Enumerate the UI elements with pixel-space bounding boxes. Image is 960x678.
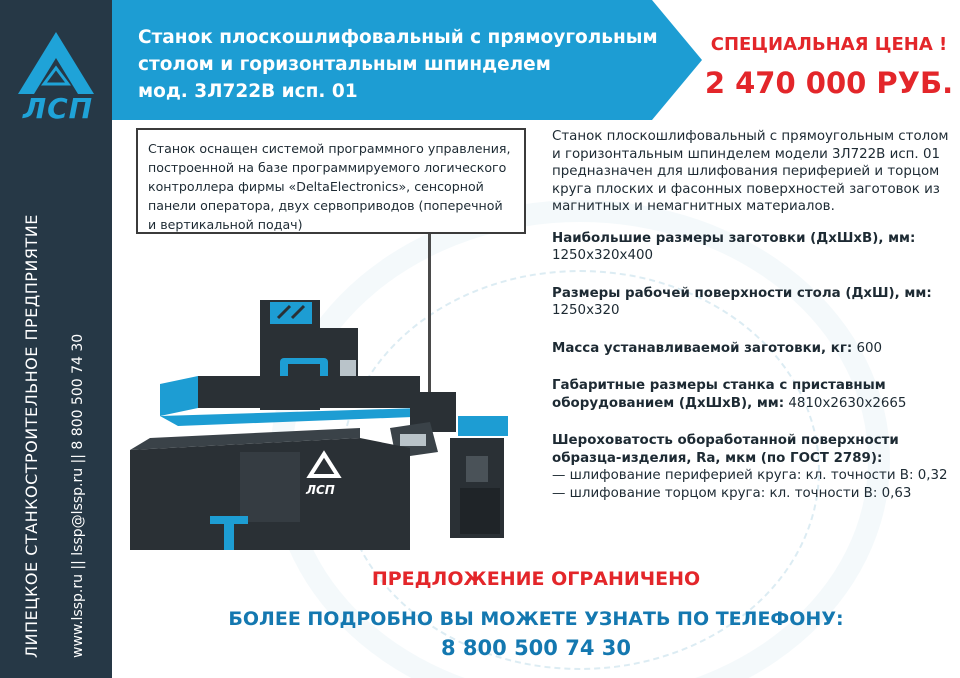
spec-label: Габаритные размеры станка с приставным оборудованием (ДхШхВ), мм: — [552, 378, 886, 411]
spec-workpiece-size — [552, 230, 952, 265]
title-line-3: мод. 3Л722В исп. 01 — [138, 81, 358, 102]
limited-offer: ПРЕДЛОЖЕНИЕ ОГРАНИЧЕНО — [371, 568, 701, 590]
spec-workpiece-mass — [552, 340, 952, 358]
spec-label: Размеры рабочей поверхности стола (ДхШ), мм: — [552, 285, 932, 301]
title-line-1: Станок плоскошлифовальный с прямоугольным — [138, 27, 658, 48]
spec-label: Масса устанавливаемой заготовки, кг: — [552, 340, 853, 356]
sidebar — [0, 0, 112, 678]
description-intro: Станок плоскошлифовальный с прямоугольным столом и горизонтальным шпинделем модели 3Л722В исп. 01 предназначен для шлифования периферией и торцом круга плоских и фасонных поверхностей заготовок из магнитных и немагнитных материалов. — [552, 129, 949, 214]
special-price-value: 2 470 000 РУБ. — [704, 66, 954, 100]
machine-logo-text: ЛСП — [306, 483, 335, 497]
title-line-2: столом и горизонтальным шпинделем — [138, 54, 551, 75]
spec-value: 600 — [856, 340, 883, 356]
roughness-line-2: — шлифование торцом круга: кл. точности В: 0,63 — [552, 485, 912, 501]
grinding-machine-illustration — [120, 288, 520, 556]
product-description — [552, 128, 952, 502]
contact-phone: 8 800 500 74 30 — [441, 636, 631, 660]
roughness-line-1: — шлифование периферией круга: кл. точности В: 0,32 — [552, 468, 948, 483]
sidebar-vertical-text — [0, 0, 112, 678]
logo-text: ЛСП — [22, 92, 94, 125]
spec-overall-size — [552, 377, 952, 412]
product-title — [138, 24, 668, 105]
spec-value: 1250х320х400 — [552, 248, 654, 263]
spec-value: 4810х2630х2665 — [788, 395, 907, 411]
spec-table-size — [552, 285, 952, 320]
company-name: ЛИПЕЦКОЕ СТАНКОСТРОИТЕЛЬНОЕ ПРЕДПРИЯТИЕ — [22, 214, 41, 658]
company-contacts: www.lssp.ru || lssp@lssp.ru || 8 800 500 74 30 — [70, 333, 86, 658]
spec-value: 1250х320 — [552, 303, 620, 318]
spec-label: Наибольшие размеры заготовки (ДхШхВ), мм: — [552, 230, 916, 246]
control-system-callout: Станок оснащен системой программного управления, построенной на базе программируемого логического контроллера фирмы «DeltaElectronics», сенсорной панели оператора, двух сервоприводов (поперечной и вертикальной подач) — [136, 128, 526, 234]
spec-label: Шероховатость оборабoтанной поверхности образца-изделия, Ra, мкм (по ГОСТ 2789): — [552, 433, 899, 466]
spec-roughness — [552, 432, 952, 502]
more-info-text: БОЛЕЕ ПОДРОБНО ВЫ МОЖЕТЕ УЗНАТЬ ПО ТЕЛЕФОНУ: — [228, 608, 844, 630]
special-price-label: СПЕЦИАЛЬНАЯ ЦЕНА ! — [710, 34, 948, 55]
